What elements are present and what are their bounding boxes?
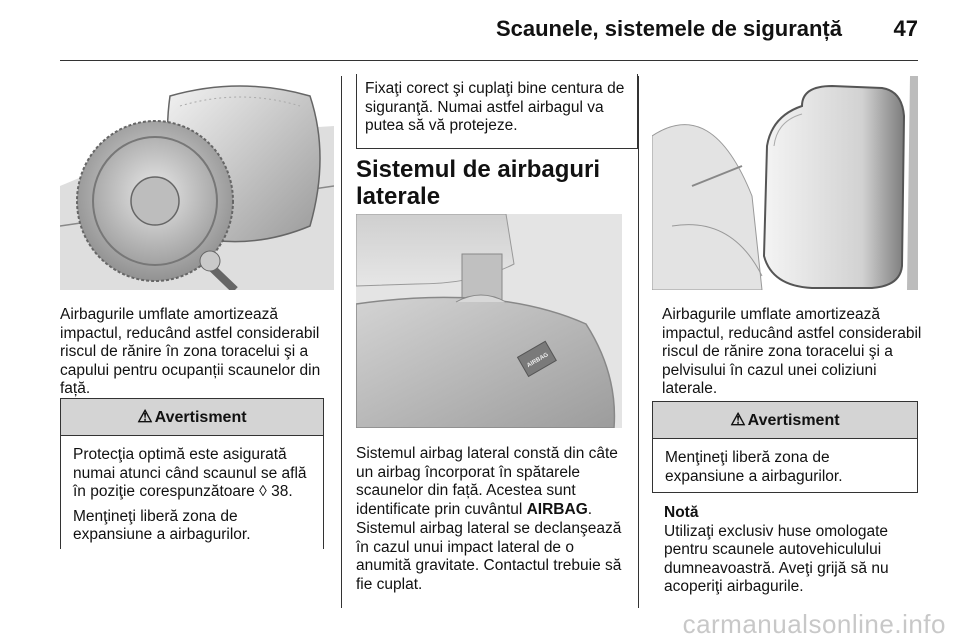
airbag-seat-label-text: AIRBAG (526, 352, 550, 370)
right-warning-title: Avertisment (747, 412, 840, 429)
seat-airbag-label-illustration-icon (356, 214, 622, 428)
right-warning-paragraph: Menţineţi liberă zona de expansiune a airbagurilor. (665, 449, 843, 485)
nota-text: Utilizaţi exclusiv huse omologate pentru scaunele autovehiculului dumneavoastră. Aveţi grijă să nu acoperiţi airbagurile. (664, 522, 889, 595)
header-rule (60, 60, 918, 61)
nota-title: Notă (664, 504, 699, 521)
seat-label-figure (356, 214, 622, 428)
column-divider-right (638, 76, 639, 608)
seatbelt-note-box (356, 74, 638, 149)
side-airbag-illustration-icon (652, 76, 918, 290)
left-warning-body (61, 436, 323, 555)
side-airbag-figure (652, 76, 918, 290)
left-warning-box (60, 398, 324, 549)
side-airbag-trigger-text: Sistemul airbag lateral se declanşează în cazul unui impact lateral de o anumită gravitate. Contactul trebuie să fie cuplat. (356, 520, 622, 593)
page-number: 47 (893, 16, 918, 41)
right-warning-box (652, 401, 918, 493)
left-caption: Airbagurile umflate amortizează impactul, reducând astfel considerabil riscul de rănire în zona toracelui şi a capului pentru ocupanții scaunelor din față. (60, 306, 321, 397)
section-title: Sistemul de airbaguri laterale (356, 156, 601, 210)
front-airbag-illustration-icon (60, 76, 334, 290)
description-text-end: . (587, 500, 593, 518)
right-caption: Airbagurile umflate amortizează impactul, reducând astfel considerabil riscul de rănire zona toracelui şi a pelvisului în cazul unei coliziuni laterale. (662, 306, 922, 397)
description-text: Sistemul airbag lateral constă din câte un airbag încorporat în spătarele scaunelor din față. Acestea sunt identificate prin cuvântul (356, 445, 618, 518)
side-airbag-description (356, 445, 632, 519)
right-warning-header (653, 402, 917, 439)
nota-block (664, 504, 914, 597)
front-airbag-figure (60, 76, 334, 290)
right-warning-body (653, 439, 917, 496)
left-warning-title: Avertisment (154, 409, 247, 426)
warning-triangle-icon: ⚠ (730, 410, 746, 429)
running-header-title: Scaunele, sistemele de siguranță (495, 16, 842, 41)
seatbelt-note-text: Fixaţi corect şi cuplaţi bine centura de siguranţă. Numai astfel airbagul va putea să vă protejeze. (365, 80, 625, 134)
left-warning-paragraph: Protecţia optimă este asigurată numai atunci când scaunul se află în poziţie corespunzătoare ◊ 38. (73, 446, 307, 500)
warning-triangle-icon: ⚠ (137, 407, 153, 426)
column-divider-left (341, 76, 342, 608)
airbag-keyword: AIRBAG (526, 500, 588, 518)
left-warning-paragraph: Menţineţi liberă zona de expansiune a airbagurilor. (73, 507, 251, 543)
watermark: carmanualsonline.info (682, 609, 946, 639)
left-warning-header (61, 399, 323, 436)
